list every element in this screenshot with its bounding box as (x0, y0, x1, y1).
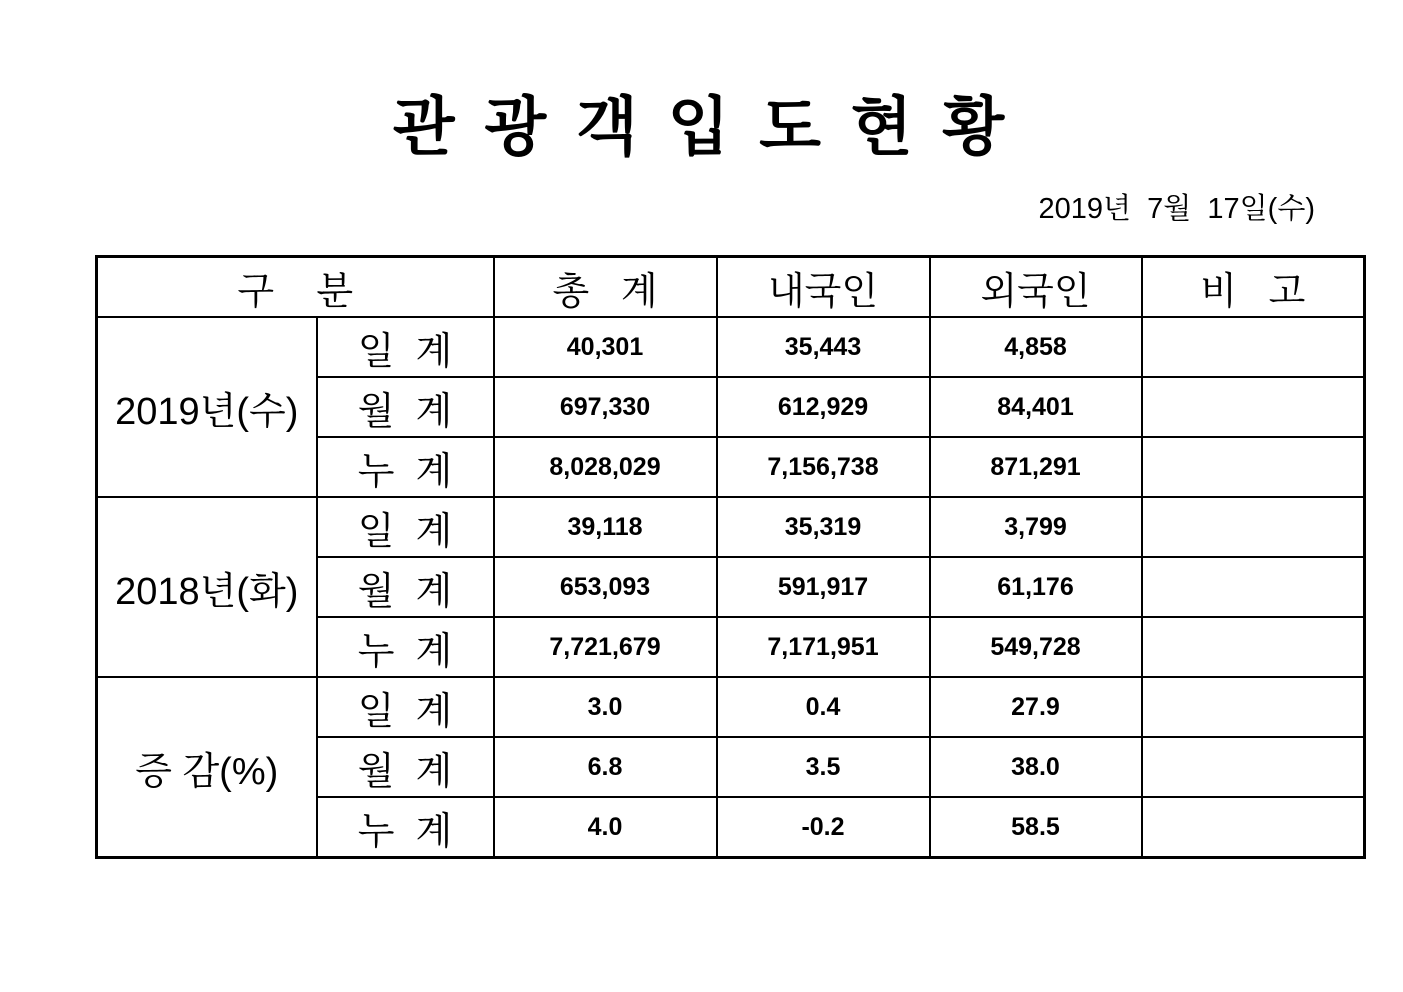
domestic-value: 7,171,951 (717, 617, 930, 677)
row-label-monthly: 월 계 (317, 557, 494, 617)
header-cell-remarks: 비 고 (1142, 256, 1365, 317)
group-label-change: 증 감(%) (97, 677, 317, 857)
total-value: 8,028,029 (494, 437, 717, 497)
header-cell-total: 총 계 (494, 256, 717, 317)
tourist-arrivals-table (95, 255, 1366, 859)
row-label-daily: 일 계 (317, 677, 494, 737)
total-value: 697,330 (494, 377, 717, 437)
row-label-daily: 일 계 (317, 497, 494, 557)
remarks-cell (1142, 737, 1365, 797)
foreign-value: 3,799 (930, 497, 1142, 557)
group-label-2019: 2019년(수) (97, 317, 317, 497)
foreign-value: 38.0 (930, 737, 1142, 797)
remarks-cell (1142, 377, 1365, 437)
domestic-value: 591,917 (717, 557, 930, 617)
table-row-2018-daily (97, 497, 1365, 557)
foreign-value: 61,176 (930, 557, 1142, 617)
header-cell-gubun: 구 분 (97, 256, 494, 317)
domestic-value: 35,319 (717, 497, 930, 557)
total-value: 40,301 (494, 317, 717, 377)
group-label-2018: 2018년(화) (97, 497, 317, 677)
total-value: 7,721,679 (494, 617, 717, 677)
total-value: 3.0 (494, 677, 717, 737)
remarks-cell (1142, 797, 1365, 857)
total-value: 653,093 (494, 557, 717, 617)
report-date: 2019년 7월 17일(수) (1038, 193, 1315, 226)
total-value: 39,118 (494, 497, 717, 557)
domestic-value: 0.4 (717, 677, 930, 737)
domestic-value: 612,929 (717, 377, 930, 437)
total-value: 4.0 (494, 797, 717, 857)
row-label-daily: 일 계 (317, 317, 494, 377)
total-value: 6.8 (494, 737, 717, 797)
table-row-change-daily (97, 677, 1365, 737)
domestic-value: -0.2 (717, 797, 930, 857)
remarks-cell (1142, 617, 1365, 677)
domestic-value: 35,443 (717, 317, 930, 377)
remarks-cell (1142, 317, 1365, 377)
table-row-2019-daily (97, 317, 1365, 377)
remarks-cell (1142, 497, 1365, 557)
foreign-value: 4,858 (930, 317, 1142, 377)
row-label-cumulative: 누 계 (317, 437, 494, 497)
row-label-monthly: 월 계 (317, 377, 494, 437)
foreign-value: 549,728 (930, 617, 1142, 677)
remarks-cell (1142, 557, 1365, 617)
foreign-value: 871,291 (930, 437, 1142, 497)
row-label-cumulative: 누 계 (317, 797, 494, 857)
page-title: 관 광 객 입 도 현 황 (392, 91, 1011, 163)
foreign-value: 84,401 (930, 377, 1142, 437)
domestic-value: 7,156,738 (717, 437, 930, 497)
table-header-row (97, 256, 1365, 317)
domestic-value: 3.5 (717, 737, 930, 797)
foreign-value: 58.5 (930, 797, 1142, 857)
header-cell-domestic: 내국인 (717, 256, 930, 317)
row-label-cumulative: 누 계 (317, 617, 494, 677)
foreign-value: 27.9 (930, 677, 1142, 737)
remarks-cell (1142, 437, 1365, 497)
header-cell-foreign: 외국인 (930, 256, 1142, 317)
row-label-monthly: 월 계 (317, 737, 494, 797)
remarks-cell (1142, 677, 1365, 737)
